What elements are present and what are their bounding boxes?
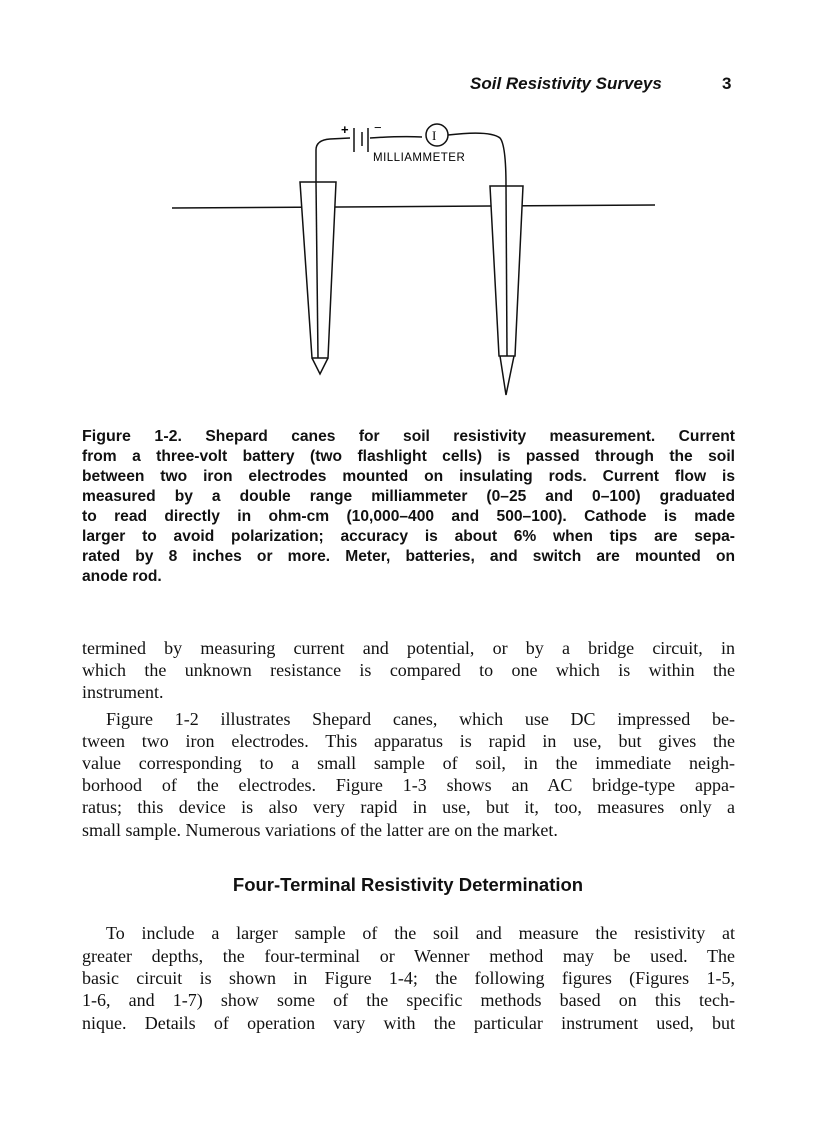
body-line: greater depths, the four-terminal or Wenner method may be used. The xyxy=(82,946,735,966)
body-line: which the unknown resistance is compared to one which is within the xyxy=(82,660,735,680)
caption-line: between two iron electrodes mounted on insulating rods. Current flow is xyxy=(82,468,735,485)
body-line: instrument. xyxy=(82,682,164,702)
caption-line: to read directly in ohm-cm (10,000–400 and 500–100). Cathode is made xyxy=(82,508,735,525)
figure-shepard-canes xyxy=(0,0,816,420)
battery-plus: + xyxy=(341,122,349,137)
ground-line xyxy=(172,205,655,208)
meter-symbol: I xyxy=(432,128,437,143)
body-line: nique. Details of operation vary with the particular instrument used, but xyxy=(82,1013,735,1033)
caption-line: anode rod. xyxy=(82,568,162,585)
caption-line xyxy=(82,427,735,447)
milliammeter-label: MILLIAMMETER xyxy=(373,152,466,164)
caption-line: measured by a double range milliammeter (0–25 and 0–100) graduated xyxy=(82,488,735,505)
caption-line: larger to avoid polarization; accuracy is about 6% when tips are sepa- xyxy=(82,528,735,545)
body-line: Figure 1-2 illustrates Shepard canes, which use DC impressed be- xyxy=(106,709,735,729)
section-heading: Four-Terminal Resistivity Determination xyxy=(232,874,584,895)
body-line: To include a larger sample of the soil and measure the resistivity at xyxy=(106,923,735,943)
body-line: ratus; this device is also very rapid in use, but it, too, measures only a xyxy=(82,797,735,817)
running-title: Soil Resistivity Surveys xyxy=(470,74,662,93)
body-line: small sample. Numerous variations of the latter are on the market. xyxy=(82,820,558,840)
caption-label: Figure 1-2. xyxy=(82,428,182,445)
page-number: 3 xyxy=(722,74,732,93)
caption-text: Shepard canes for soil resistivity measurement. Current xyxy=(205,428,735,445)
caption-line: rated by 8 inches or more. Meter, batteries, and switch are mounted on xyxy=(82,548,735,565)
battery-minus: − xyxy=(374,120,382,135)
body-line: tween two iron electrodes. This apparatus is rapid in use, but gives the xyxy=(82,731,735,751)
wire xyxy=(316,138,350,182)
body-line: termined by measuring current and potential, or by a bridge circuit, in xyxy=(82,638,735,658)
milliammeter-icon xyxy=(426,124,448,146)
body-line: 1-6, and 1-7) show some of the specific methods based on this tech- xyxy=(82,990,735,1010)
caption-line: from a three-volt battery (two flashlight cells) is passed through the soil xyxy=(82,448,735,465)
body-line: borhood of the electrodes. Figure 1-3 shows an AC bridge-type appa- xyxy=(82,775,735,795)
body-line: basic circuit is shown in Figure 1-4; the following figures (Figures 1-5, xyxy=(82,968,735,988)
body-line: value corresponding to a small sample of soil, in the immediate neigh- xyxy=(82,753,735,773)
